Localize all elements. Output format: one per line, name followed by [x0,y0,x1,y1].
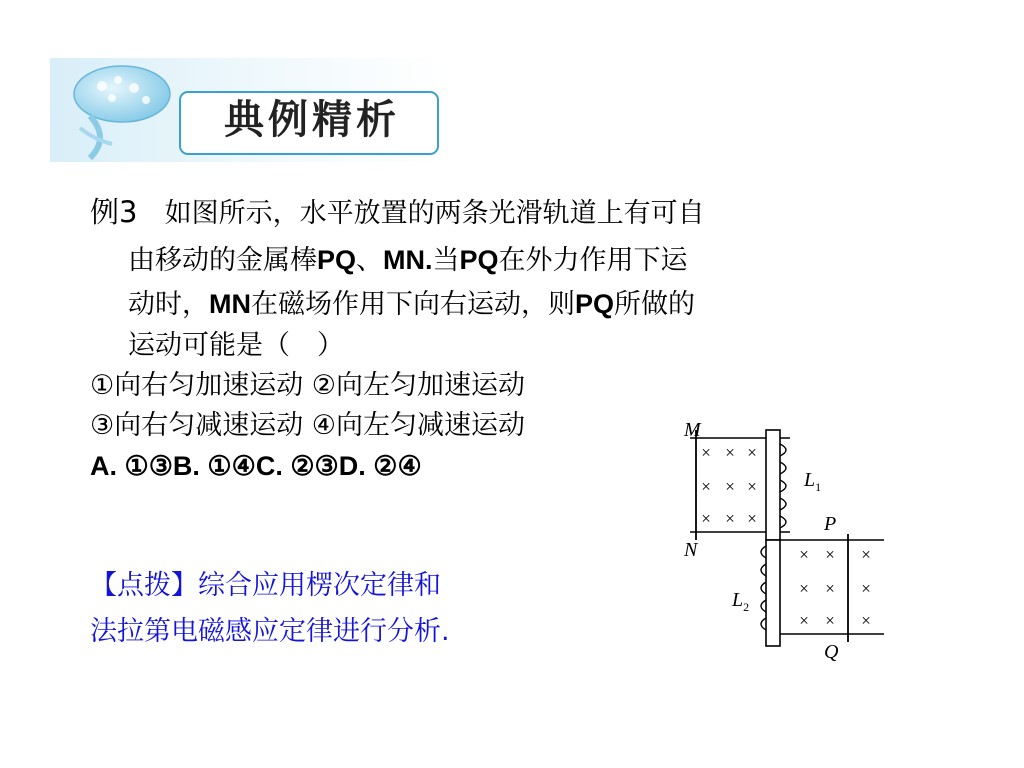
svg-text:×: × [799,611,809,630]
svg-text:×: × [861,611,871,630]
label-p: P [824,513,837,535]
rod-mn: MN. [383,245,433,275]
label-q: Q [824,641,839,663]
svg-text:×: × [701,509,711,528]
coil-core-l2 [766,540,780,646]
answer-choices: A. ①③B. ①④C. ②③D. ②④ [90,451,422,481]
svg-text:×: × [799,545,809,564]
question-text-2a: 由移动的金属棒 [128,245,317,276]
question-text-3a: 动时， [128,289,209,320]
question-line-3 [128,284,695,325]
question-text-3e: 所做的 [614,289,696,320]
question-text-3c: 在磁场作用下向右运动，则 [251,289,575,320]
svg-text:×: × [747,509,757,528]
label-m: M [684,419,701,441]
question-text-2e: 当 [432,245,460,276]
svg-text:×: × [747,477,757,496]
svg-text:×: × [861,579,871,598]
question-text-2c: 、 [356,245,384,276]
question-label: 例3 [90,195,138,229]
circuit-diagram [678,410,888,670]
rod-pq: PQ [317,245,357,275]
rod-mn-2: MN [209,289,251,319]
label-n: N [684,539,698,561]
rod-pq-3: PQ [575,289,615,319]
svg-text:×: × [725,477,735,496]
rod-pq-2: PQ [459,245,499,275]
svg-text:×: × [825,579,835,598]
svg-text:×: × [725,509,735,528]
section-title: 典例精析 [224,97,400,143]
svg-text:×: × [725,443,735,462]
coil-l1-windings [780,444,786,528]
hint-line-1: 【点拨】综合应用楞次定律和 [90,570,441,601]
question-text-2g: 在外力作用下运 [498,245,688,276]
label-l1: $L_1$ [804,469,822,494]
magnetic-field-upper [701,443,757,528]
svg-text:×: × [825,545,835,564]
option-line-2: ③向右匀减速运动 ④向左匀减速运动 [90,410,525,441]
svg-text:×: × [701,477,711,496]
svg-text:×: × [861,545,871,564]
question-text-1: 如图所示，水平放置的两条光滑轨道上有可自 [164,198,705,229]
question-line-1 [90,192,705,234]
magnetic-field-lower [799,545,871,630]
svg-text:×: × [747,443,757,462]
svg-text:×: × [799,579,809,598]
label-l2: $L_2$ [732,589,750,614]
svg-text:×: × [701,443,711,462]
hint-line-2: 法拉第电磁感应定律进行分析. [90,616,450,647]
svg-text:×: × [825,611,835,630]
question-line-2 [128,240,688,281]
option-line-1: ①向右匀加速运动 ②向左匀加速运动 [90,370,525,401]
question-line-4: 运动可能是（ ） [128,330,344,361]
coil-core-l1 [766,430,780,540]
